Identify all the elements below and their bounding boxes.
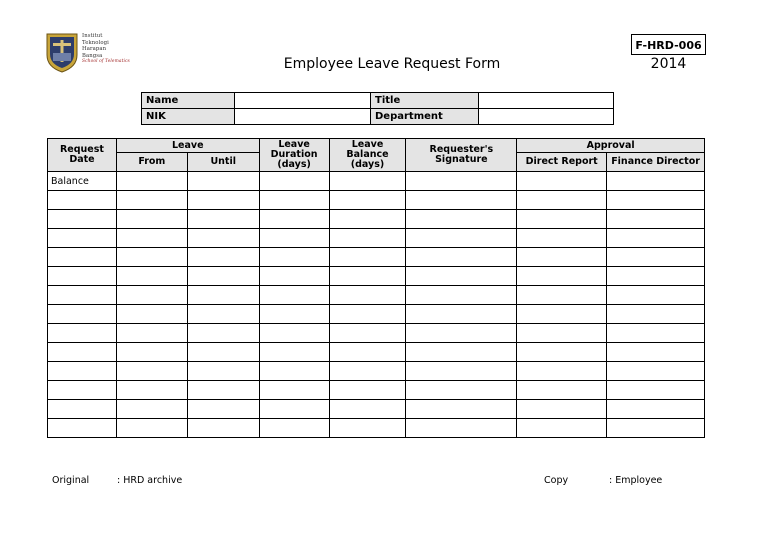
table-cell[interactable] — [406, 362, 517, 381]
table-row — [48, 172, 705, 191]
table-row — [48, 267, 705, 286]
name-label: Name — [142, 93, 235, 109]
table-cell[interactable] — [48, 210, 117, 229]
table-cell[interactable] — [116, 191, 187, 210]
table-cell[interactable] — [517, 191, 607, 210]
table-cell[interactable] — [329, 248, 406, 267]
table-cell[interactable] — [48, 324, 117, 343]
table-row — [48, 362, 705, 381]
table-cell[interactable] — [187, 400, 259, 419]
table-row — [48, 305, 705, 324]
institute-logo — [45, 31, 135, 73]
table-cell[interactable] — [517, 305, 607, 324]
logo-line-1: Institut — [82, 33, 103, 39]
table-cell[interactable] — [607, 381, 705, 400]
header-leave-balance: Leave Balance (days) — [329, 139, 406, 172]
table-row — [48, 191, 705, 210]
table-cell[interactable] — [259, 419, 329, 438]
name-field[interactable] — [235, 93, 371, 109]
table-cell[interactable] — [48, 305, 117, 324]
table-cell[interactable] — [116, 305, 187, 324]
table-cell[interactable] — [406, 248, 517, 267]
table-row — [48, 419, 705, 438]
table-cell[interactable] — [607, 286, 705, 305]
table-cell[interactable] — [187, 362, 259, 381]
header-until: Until — [187, 153, 259, 172]
table-cell[interactable] — [607, 343, 705, 362]
table-cell[interactable] — [329, 362, 406, 381]
table-cell[interactable] — [406, 400, 517, 419]
logo-line-3: Harapan — [82, 46, 107, 53]
logo-line-4: Bangsa — [82, 52, 103, 59]
table-cell[interactable] — [329, 286, 406, 305]
header-leave: Leave — [116, 139, 259, 153]
balance-cell: Balance — [48, 172, 117, 191]
table-cell[interactable] — [187, 210, 259, 229]
department-label: Department — [371, 109, 479, 125]
table-cell[interactable] — [116, 381, 187, 400]
table-row — [48, 248, 705, 267]
table-cell[interactable] — [607, 362, 705, 381]
table-cell[interactable] — [259, 248, 329, 267]
department-field[interactable] — [479, 109, 614, 125]
table-cell[interactable] — [406, 210, 517, 229]
title-label: Title — [371, 93, 479, 109]
table-cell[interactable] — [517, 381, 607, 400]
table-cell[interactable] — [607, 305, 705, 324]
table-cell[interactable] — [607, 324, 705, 343]
table-cell[interactable] — [187, 343, 259, 362]
table-cell[interactable] — [48, 229, 117, 248]
logo-subline: School of Telematics — [82, 59, 130, 65]
header-direct-report: Direct Report — [517, 153, 607, 172]
table-cell[interactable] — [259, 343, 329, 362]
table-row — [48, 229, 705, 248]
leave-request-table — [47, 138, 705, 438]
table-cell[interactable] — [259, 267, 329, 286]
table-cell[interactable] — [187, 191, 259, 210]
header-from: From — [116, 153, 187, 172]
table-cell[interactable] — [48, 343, 117, 362]
table-cell[interactable] — [329, 172, 406, 191]
header-leave-duration: Leave Duration (days) — [259, 139, 329, 172]
table-cell[interactable] — [607, 419, 705, 438]
table-cell[interactable] — [406, 191, 517, 210]
table-cell[interactable] — [406, 172, 517, 191]
logo-line-2: Teknologi — [82, 39, 109, 46]
table-cell[interactable] — [116, 172, 187, 191]
table-cell[interactable] — [329, 210, 406, 229]
table-cell[interactable] — [259, 305, 329, 324]
table-cell[interactable] — [259, 286, 329, 305]
table-cell[interactable] — [187, 172, 259, 191]
footer-original-label: Original — [52, 475, 90, 486]
table-cell[interactable] — [517, 419, 607, 438]
table-cell[interactable] — [116, 286, 187, 305]
table-cell[interactable] — [187, 286, 259, 305]
table-cell[interactable] — [48, 286, 117, 305]
table-cell[interactable] — [329, 381, 406, 400]
table-cell[interactable] — [406, 286, 517, 305]
table-cell[interactable] — [187, 381, 259, 400]
table-cell[interactable] — [187, 305, 259, 324]
table-cell[interactable] — [607, 191, 705, 210]
table-cell[interactable] — [607, 229, 705, 248]
table-row — [48, 324, 705, 343]
table-cell[interactable] — [517, 400, 607, 419]
shield-icon — [45, 31, 79, 73]
nik-field[interactable] — [235, 109, 371, 125]
table-row — [48, 343, 705, 362]
table-cell[interactable] — [48, 362, 117, 381]
table-cell[interactable] — [187, 324, 259, 343]
table-cell[interactable] — [517, 172, 607, 191]
table-cell[interactable] — [329, 343, 406, 362]
table-cell[interactable] — [329, 191, 406, 210]
table-cell[interactable] — [329, 419, 406, 438]
table-cell[interactable] — [259, 400, 329, 419]
table-cell[interactable] — [116, 343, 187, 362]
header-requester-signature: Requester's Signature — [406, 139, 517, 172]
table-cell[interactable] — [517, 267, 607, 286]
table-cell[interactable] — [187, 248, 259, 267]
header-request-date: Request Date — [48, 139, 117, 172]
table-cell[interactable] — [259, 210, 329, 229]
form-year: 2014 — [650, 56, 687, 72]
footer-copy-value: : Employee — [609, 475, 663, 486]
table-cell[interactable] — [48, 400, 117, 419]
table-cell[interactable] — [116, 267, 187, 286]
table-cell[interactable] — [406, 419, 517, 438]
table-cell[interactable] — [329, 267, 406, 286]
table-cell[interactable] — [406, 305, 517, 324]
table-cell[interactable] — [116, 400, 187, 419]
table-cell[interactable] — [329, 305, 406, 324]
table-cell[interactable] — [406, 229, 517, 248]
table-cell[interactable] — [116, 229, 187, 248]
table-cell[interactable] — [607, 267, 705, 286]
table-cell[interactable] — [259, 191, 329, 210]
footer-original-value: : HRD archive — [117, 475, 183, 486]
table-cell[interactable] — [517, 210, 607, 229]
table-row — [48, 210, 705, 229]
table-cell[interactable] — [116, 210, 187, 229]
table-row — [48, 400, 705, 419]
table-cell[interactable] — [517, 343, 607, 362]
table-cell[interactable] — [187, 267, 259, 286]
table-cell[interactable] — [259, 324, 329, 343]
table-cell[interactable] — [517, 229, 607, 248]
table-cell[interactable] — [259, 229, 329, 248]
table-cell[interactable] — [607, 248, 705, 267]
table-cell[interactable] — [329, 324, 406, 343]
table-cell[interactable] — [116, 419, 187, 438]
table-cell[interactable] — [517, 362, 607, 381]
header-finance-director: Finance Director — [607, 153, 705, 172]
table-cell[interactable] — [259, 362, 329, 381]
table-cell[interactable] — [48, 381, 117, 400]
table-cell[interactable] — [259, 172, 329, 191]
table-cell[interactable] — [48, 419, 117, 438]
table-cell[interactable] — [48, 191, 117, 210]
header-approval: Approval — [517, 139, 705, 153]
employee-info-table — [141, 92, 614, 125]
table-cell[interactable] — [517, 286, 607, 305]
table-cell[interactable] — [329, 400, 406, 419]
table-cell[interactable] — [607, 400, 705, 419]
table-cell[interactable] — [116, 248, 187, 267]
table-cell[interactable] — [116, 362, 187, 381]
table-cell[interactable] — [187, 229, 259, 248]
table-cell[interactable] — [259, 381, 329, 400]
table-cell[interactable] — [517, 324, 607, 343]
table-cell[interactable] — [406, 267, 517, 286]
table-cell[interactable] — [406, 381, 517, 400]
table-cell[interactable] — [406, 343, 517, 362]
table-cell[interactable] — [607, 210, 705, 229]
table-cell[interactable] — [48, 267, 117, 286]
table-cell[interactable] — [406, 324, 517, 343]
page-title: Employee Leave Request Form — [283, 56, 501, 72]
form-code: F-HRD-006 — [631, 34, 706, 55]
footer-copy-label: Copy — [544, 475, 569, 486]
table-row — [48, 286, 705, 305]
table-row — [48, 381, 705, 400]
table-cell[interactable] — [48, 248, 117, 267]
table-cell[interactable] — [329, 229, 406, 248]
title-field[interactable] — [479, 93, 614, 109]
nik-label: NIK — [142, 109, 235, 125]
table-cell[interactable] — [607, 172, 705, 191]
table-cell[interactable] — [187, 419, 259, 438]
table-cell[interactable] — [517, 248, 607, 267]
table-cell[interactable] — [116, 324, 187, 343]
